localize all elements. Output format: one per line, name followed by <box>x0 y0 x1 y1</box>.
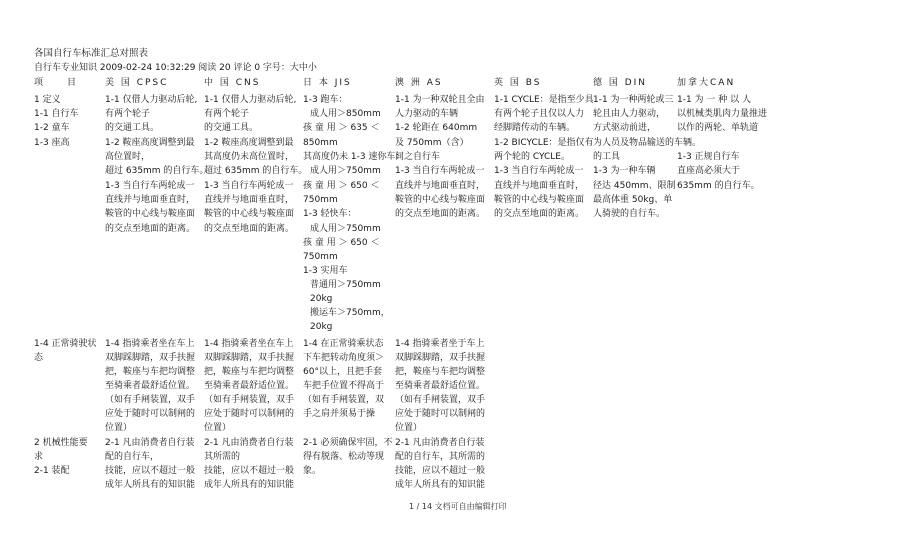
cpsc-text-line: 超过 635mm 的自行车。 <box>105 166 209 176</box>
bs-text-line: 有两个轮子且仅以人力 <box>494 109 585 119</box>
post-meta: 自行车专业知识 2009-02-24 10:32:29 阅读 20 评论 0 字号：大中小 <box>34 63 317 73</box>
cns-text-line: 把，鞍座与车把均调整 <box>204 367 295 377</box>
jis-text-line: 其高度仍未 1-3 速你车： <box>303 152 405 162</box>
as-text-line: 技能，应以不超过一般 <box>395 466 486 476</box>
din-text-line: 的工具 <box>593 152 621 162</box>
as-text-line: 配的自行车，其所需的 <box>395 452 486 462</box>
cns-text-line: 成年人所具有的知识能 <box>204 480 295 490</box>
cpsc-text-line: 的交通工具。 <box>105 123 160 133</box>
cns-text-line: 1-1 仅借人力驱动后轮, <box>204 95 297 105</box>
cns-text-line: 应处于随时可以制闸的 <box>204 409 295 419</box>
item-label: 1 定义 <box>34 95 61 105</box>
as-text-line: 直线并与地面垂直时， <box>395 181 486 191</box>
cns-text-line: 鞍管的中心线与鞍座面 <box>204 209 295 219</box>
cpsc-text-line: 1-3 当自行车两轮成一 <box>105 181 195 191</box>
jis-text-line: 1-4 在正常骑乘状态 <box>303 339 384 349</box>
jis-text-line: 750mm <box>303 252 338 262</box>
as-text-line: 双脚踩脚踏，双手扶握 <box>395 353 486 363</box>
jis-text-line: 20kg <box>310 294 333 304</box>
header-usa-cpsc: 美 国 CPSC <box>105 78 169 88</box>
cns-text-line: 2-1 凡由消费者自行装 <box>204 438 294 448</box>
cpsc-text-line: 位置） <box>105 423 133 433</box>
bs-text-line: 1-1 CYCLE：是指至少具 <box>494 95 594 105</box>
jis-text-line: 60°以上，且把手套 <box>303 367 382 377</box>
jis-text-line: 孩 童 用 ＞ 650 ＜ <box>303 181 380 191</box>
as-text-line: 应处于随时可以制闸的 <box>395 409 486 419</box>
jis-text-line: 20kg <box>310 322 333 332</box>
as-text-line: 1-1 为一种双轮且全由 <box>395 95 485 105</box>
jis-text-line: 成人用＞850mm <box>310 109 381 119</box>
as-text-line: 人力驱动的车辆 <box>395 109 459 119</box>
cpsc-text-line: 配的自行车， <box>105 452 160 462</box>
header-canada-can: 加拿大CAN <box>677 78 736 88</box>
cns-text-line: 至骑乘者最舒适位置。 <box>204 381 295 391</box>
jis-text-line: 孩 童 用 ＞ 635 ＜ <box>303 123 380 133</box>
header-australia-as: 澳 洲 AS <box>395 78 443 88</box>
as-text-line: 鞍管的中心线与鞍座面 <box>395 195 486 205</box>
cpsc-text-line: 把，鞍座与车把均调整 <box>105 367 196 377</box>
as-text-line: 的交点至地面的距离。 <box>395 209 486 219</box>
cns-text-line: 1-4 指骑乘者坐在车上 <box>204 339 294 349</box>
cns-text-line: 直线并与地面垂直时， <box>204 195 295 205</box>
cns-text-line: 1-2 鞍座高度调整到最 <box>204 138 294 148</box>
item-label: 1-4 正常骑驶状 <box>34 339 97 349</box>
item-label: 2-1 装配 <box>34 466 70 476</box>
as-text-line: 位置） <box>395 423 423 433</box>
as-text-line: 1-3 当自行车两轮成一 <box>395 166 485 176</box>
din-text-line: 轮且由人力驱动， <box>593 109 666 119</box>
cns-text-line: （如有手闸装置，双手 <box>204 395 295 405</box>
item-label: 求 <box>34 452 44 462</box>
din-text-line: 人骑驶的自行车。 <box>593 209 666 219</box>
as-text-line: 1-4 指骑乘者坐于车上 <box>395 339 485 349</box>
jis-text-line: 成人用＞750mm <box>310 166 381 176</box>
as-text-line: 及 750mm（含） <box>395 138 469 148</box>
din-text-line: 为人员及物品输送的车辆。 <box>593 138 702 148</box>
can-text-line: 直座高必须大于 <box>677 166 741 176</box>
can-text-line: 以作的两轮、单轨道 <box>677 123 759 133</box>
can-text-line: 1-3 正规自行车 <box>677 152 740 162</box>
item-label: 2 机械性能要 <box>34 438 88 448</box>
as-text-line: 1-2 轮距在 640mm <box>395 123 478 133</box>
cns-text-line: 有两个轮子 <box>204 109 250 119</box>
cpsc-text-line: 高位置时， <box>105 152 151 162</box>
cns-text-line: 的交通工具。 <box>204 123 259 133</box>
can-text-line: 以机械类肌肉力量推进 <box>677 109 768 119</box>
as-text-line: 间之自行车 <box>395 152 441 162</box>
cpsc-text-line: 双脚踩脚踏，双手扶握 <box>105 353 196 363</box>
jis-text-line: 搬运车＞750mm， <box>310 308 390 318</box>
jis-text-line: 2-1 必须确保牢固，不 <box>303 438 393 448</box>
jis-text-line: 车把手位置不得高于 <box>303 381 385 391</box>
cpsc-text-line: 成年人所具有的知识能 <box>105 480 196 490</box>
cns-text-line: 的交点至地面的距离。 <box>204 224 295 234</box>
page-footer: 1 / 14 文档可自由编辑打印 <box>409 502 507 511</box>
as-text-line: 2-1 凡由消费者自行装 <box>395 438 485 448</box>
cpsc-text-line: 技能，应以不超过一般 <box>105 466 196 476</box>
din-text-line: 1-3 为一种车辆 <box>593 166 656 176</box>
din-text-line: 1-1 为一种两轮或三 <box>593 95 674 105</box>
din-text-line: 径达 450mm、限制 <box>593 181 676 191</box>
din-text-line: 方式驱动前进， <box>593 123 657 133</box>
header-china-cns: 中 国 CNS <box>204 78 261 88</box>
cpsc-text-line: 1-1 仅借人力驱动后轮, <box>105 95 198 105</box>
cpsc-text-line: （如有手闸装置，双手 <box>105 395 196 405</box>
cpsc-text-line: 的交点至地面的距离。 <box>105 224 196 234</box>
jis-text-line: 成人用＞750mm <box>310 224 381 234</box>
item-label: 1-2 童车 <box>34 123 70 133</box>
header-item: 项 目 <box>34 78 79 88</box>
bs-text-line: 经脚踏传动的车辆。 <box>494 123 576 133</box>
cpsc-text-line: 鞍管的中心线与鞍座面 <box>105 209 196 219</box>
bs-text-line: 两个轮的 CYCLE。 <box>494 152 570 162</box>
cns-text-line: 技能，应以不超过一般 <box>204 466 295 476</box>
jis-text-line: 1-3 轻快车： <box>303 209 357 219</box>
cns-text-line: 超过 635mm 的自行车。 <box>204 166 308 176</box>
cpsc-text-line: 1-2 鞍座高度调整到最 <box>105 138 195 148</box>
can-text-line: 1-1 为 一 种 以 人 <box>677 95 752 105</box>
jis-text-line: 750mm <box>303 195 338 205</box>
din-text-line: 最高体重 50kg、单 <box>593 195 673 205</box>
jis-text-line: 得有脱落、松动等现 <box>303 452 385 462</box>
item-label: 态 <box>34 353 44 363</box>
item-label: 1-1 自行车 <box>34 109 79 119</box>
as-text-line: 把，鞍座与车把均调整 <box>395 367 486 377</box>
cns-text-line: 其高度仍未高位置时， <box>204 152 295 162</box>
cns-text-line: 位置） <box>204 423 232 433</box>
jis-text-line: 850mm <box>303 138 338 148</box>
cpsc-text-line: 直线并与地面垂直时， <box>105 195 196 205</box>
jis-text-line: 1-3 跑车： <box>303 95 348 105</box>
cpsc-text-line: 至骑乘者最舒适位置。 <box>105 381 196 391</box>
jis-text-line: 下车把转动角度须＞ <box>303 353 385 363</box>
cpsc-text-line: 1-4 指骑乘者坐在车上 <box>105 339 195 349</box>
header-japan-jis: 日 本 JIS <box>303 78 352 88</box>
bs-text-line: 的交点至地面的距离。 <box>494 209 585 219</box>
bs-text-line: 1-3 当自行车两轮成一 <box>494 166 584 176</box>
jis-text-line: （如有手闸装置，双 <box>303 395 385 405</box>
cpsc-text-line: 应处于随时可以制闸的 <box>105 409 196 419</box>
bs-text-line: 直线并与地面垂直时， <box>494 181 585 191</box>
jis-text-line: 手之肩并须易于操 <box>303 409 376 419</box>
cpsc-text-line: 有两个轮子 <box>105 109 151 119</box>
jis-text-line: 1-3 实用车 <box>303 266 348 276</box>
cpsc-text-line: 2-1 凡由消费者自行装 <box>105 438 195 448</box>
header-germany-din: 德 国 DIN <box>593 78 648 88</box>
as-text-line: 至骑乘者最舒适位置。 <box>395 381 486 391</box>
jis-text-line: 普通用＞750mm <box>310 280 381 290</box>
as-text-line: 成年人所具有的知识能 <box>395 480 486 490</box>
cns-text-line: 双脚踩脚踏，双手扶握 <box>204 353 295 363</box>
can-text-line: 635mm 的自行车。 <box>677 181 760 191</box>
bs-text-line: 鞍管的中心线与鞍座面 <box>494 195 585 205</box>
bs-text-line: 1-2 BICYCLE：是指仅有 <box>494 138 594 148</box>
jis-text-line: 孩 童 用 ＞ 650 ＜ <box>303 238 380 248</box>
jis-text-line: 象。 <box>303 466 322 476</box>
header-uk-bs: 英 国 BS <box>494 78 542 88</box>
item-label: 1-3 座高 <box>34 138 70 148</box>
document-title: 各国自行车标准汇总对照表 <box>34 48 149 59</box>
cns-text-line: 1-3 当自行车两轮成一 <box>204 181 294 191</box>
as-text-line: （如有手闸装置，双手 <box>395 395 486 405</box>
cns-text-line: 其所需的 <box>204 452 241 462</box>
